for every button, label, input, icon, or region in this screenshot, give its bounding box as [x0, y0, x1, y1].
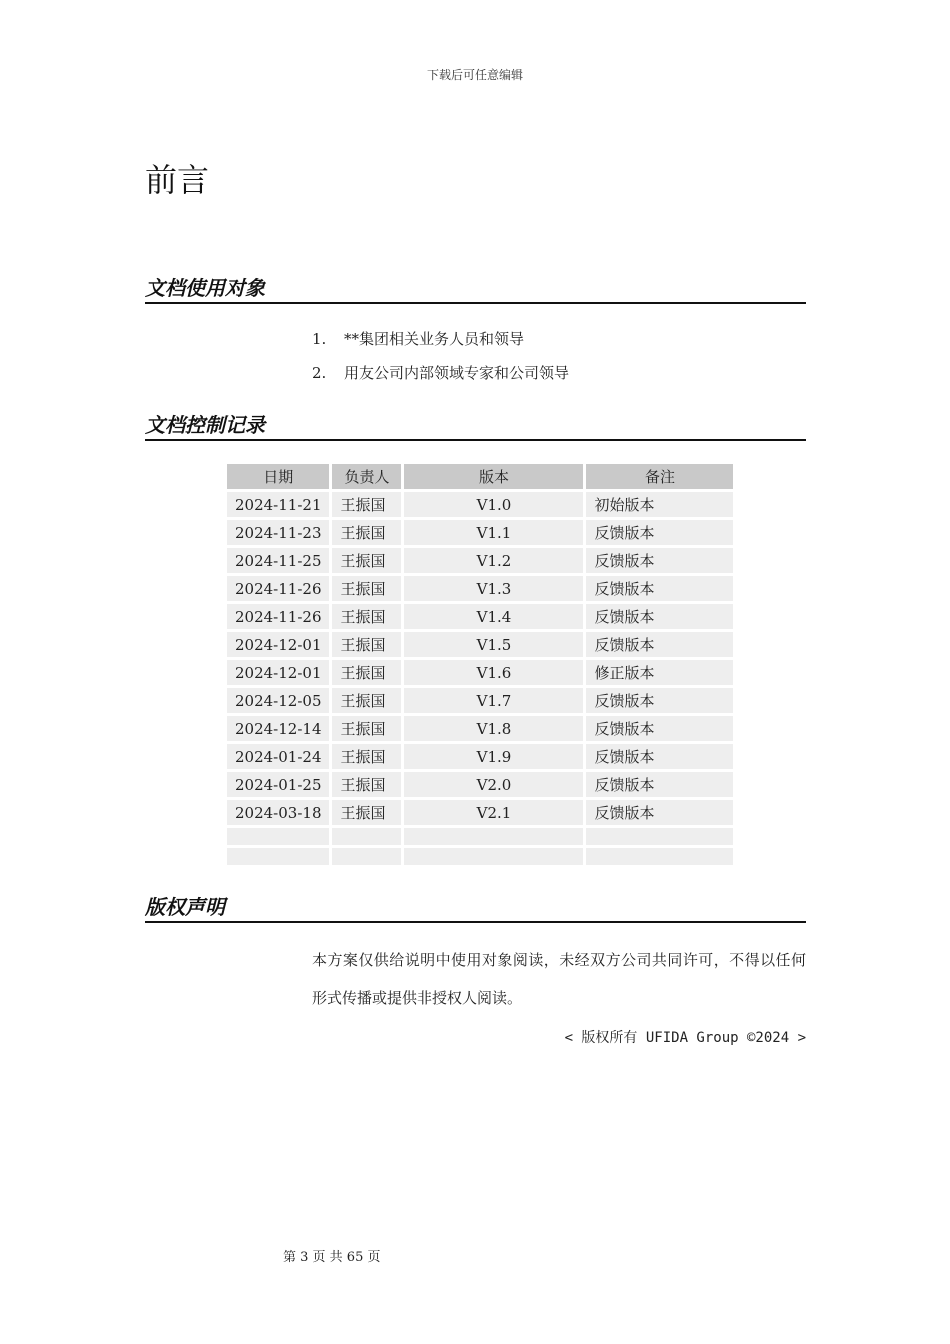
cell-note: 反馈版本	[586, 632, 733, 657]
cell-version: V1.5	[404, 632, 583, 657]
cell-version: V1.4	[404, 604, 583, 629]
cell-version: V1.9	[404, 744, 583, 769]
column-header-version: 版本	[404, 464, 583, 489]
column-header-owner: 负责人	[332, 464, 401, 489]
cell-owner: 王振国	[332, 800, 401, 825]
table-row	[227, 548, 733, 573]
cell-date: 2024-03-18	[227, 800, 329, 825]
list-item-number: 1.	[312, 330, 327, 348]
cell-note: 初始版本	[586, 492, 733, 517]
cell-date: 2024-12-01	[227, 632, 329, 657]
page-footer: 第 3 页 共 65 页	[283, 1250, 381, 1265]
list-item	[312, 360, 569, 394]
cell-owner: 王振国	[332, 660, 401, 685]
table-row	[227, 492, 733, 517]
cell-version: V2.1	[404, 800, 583, 825]
audience-list	[312, 326, 569, 394]
cell-note: 反馈版本	[586, 772, 733, 797]
table-header-row	[227, 464, 733, 489]
copyright-body: 本方案仅供给说明中使用对象阅读，未经双方公司共同许可，不得以任何形式传播或提供非授权人阅读。	[312, 951, 806, 1007]
cell-note: 修正版本	[586, 660, 733, 685]
section-heading-audience: 文档使用对象	[145, 276, 806, 304]
section-heading-copyright: 版权声明	[145, 895, 806, 923]
cell-note: 反馈版本	[586, 688, 733, 713]
cell-version-empty	[404, 848, 583, 865]
table-row	[227, 716, 733, 741]
cell-version: V1.8	[404, 716, 583, 741]
control-record-table	[224, 461, 736, 868]
cell-owner: 王振国	[332, 548, 401, 573]
cell-note: 反馈版本	[586, 576, 733, 601]
table-row	[227, 688, 733, 713]
cell-owner: 王振国	[332, 744, 401, 769]
page-title: 前言	[145, 161, 210, 199]
control-record-body	[227, 492, 733, 865]
cell-version: V1.0	[404, 492, 583, 517]
column-header-date: 日期	[227, 464, 329, 489]
table-row	[227, 520, 733, 545]
table-row	[227, 604, 733, 629]
list-item	[312, 326, 569, 360]
cell-owner: 王振国	[332, 520, 401, 545]
cell-version: V1.2	[404, 548, 583, 573]
cell-owner: 王振国	[332, 604, 401, 629]
cell-owner: 王振国	[332, 772, 401, 797]
cell-note: 反馈版本	[586, 520, 733, 545]
copyright-notice: < 版权所有 UFIDA Group ©2024 >	[564, 1030, 806, 1046]
cell-version-empty	[404, 828, 583, 845]
cell-note: 反馈版本	[586, 744, 733, 769]
cell-note-empty	[586, 848, 733, 865]
table-row	[227, 772, 733, 797]
cell-version: V1.6	[404, 660, 583, 685]
column-header-note: 备注	[586, 464, 733, 489]
table-row	[227, 632, 733, 657]
table-row	[227, 576, 733, 601]
cell-date: 2024-11-26	[227, 604, 329, 629]
cell-owner: 王振国	[332, 632, 401, 657]
table-row	[227, 744, 733, 769]
cell-version: V2.0	[404, 772, 583, 797]
cell-date: 2024-11-23	[227, 520, 329, 545]
cell-date: 2024-01-24	[227, 744, 329, 769]
cell-date: 2024-11-21	[227, 492, 329, 517]
list-item-text: 用友公司内部领域专家和公司领导	[344, 364, 570, 382]
table-row-empty	[227, 828, 733, 845]
cell-date-empty	[227, 828, 329, 845]
page-header-note: 下载后可任意编辑	[426, 68, 523, 82]
table-row-empty	[227, 848, 733, 865]
cell-date-empty	[227, 848, 329, 865]
list-item-text: **集团相关业务人员和领导	[344, 330, 525, 348]
cell-owner-empty	[332, 828, 401, 845]
list-item-number: 2.	[312, 364, 327, 382]
cell-owner: 王振国	[332, 688, 401, 713]
cell-date: 2024-12-05	[227, 688, 329, 713]
cell-owner-empty	[332, 848, 401, 865]
cell-note: 反馈版本	[586, 716, 733, 741]
cell-owner: 王振国	[332, 716, 401, 741]
cell-note: 反馈版本	[586, 800, 733, 825]
cell-date: 2024-12-01	[227, 660, 329, 685]
cell-note: 反馈版本	[586, 604, 733, 629]
cell-note-empty	[586, 828, 733, 845]
table-row	[227, 800, 733, 825]
cell-date: 2024-01-25	[227, 772, 329, 797]
table-row	[227, 660, 733, 685]
cell-owner: 王振国	[332, 492, 401, 517]
section-heading-control: 文档控制记录	[145, 413, 806, 441]
cell-owner: 王振国	[332, 576, 401, 601]
cell-date: 2024-12-14	[227, 716, 329, 741]
cell-version: V1.7	[404, 688, 583, 713]
cell-date: 2024-11-25	[227, 548, 329, 573]
cell-note: 反馈版本	[586, 548, 733, 573]
cell-version: V1.1	[404, 520, 583, 545]
cell-version: V1.3	[404, 576, 583, 601]
cell-date: 2024-11-26	[227, 576, 329, 601]
